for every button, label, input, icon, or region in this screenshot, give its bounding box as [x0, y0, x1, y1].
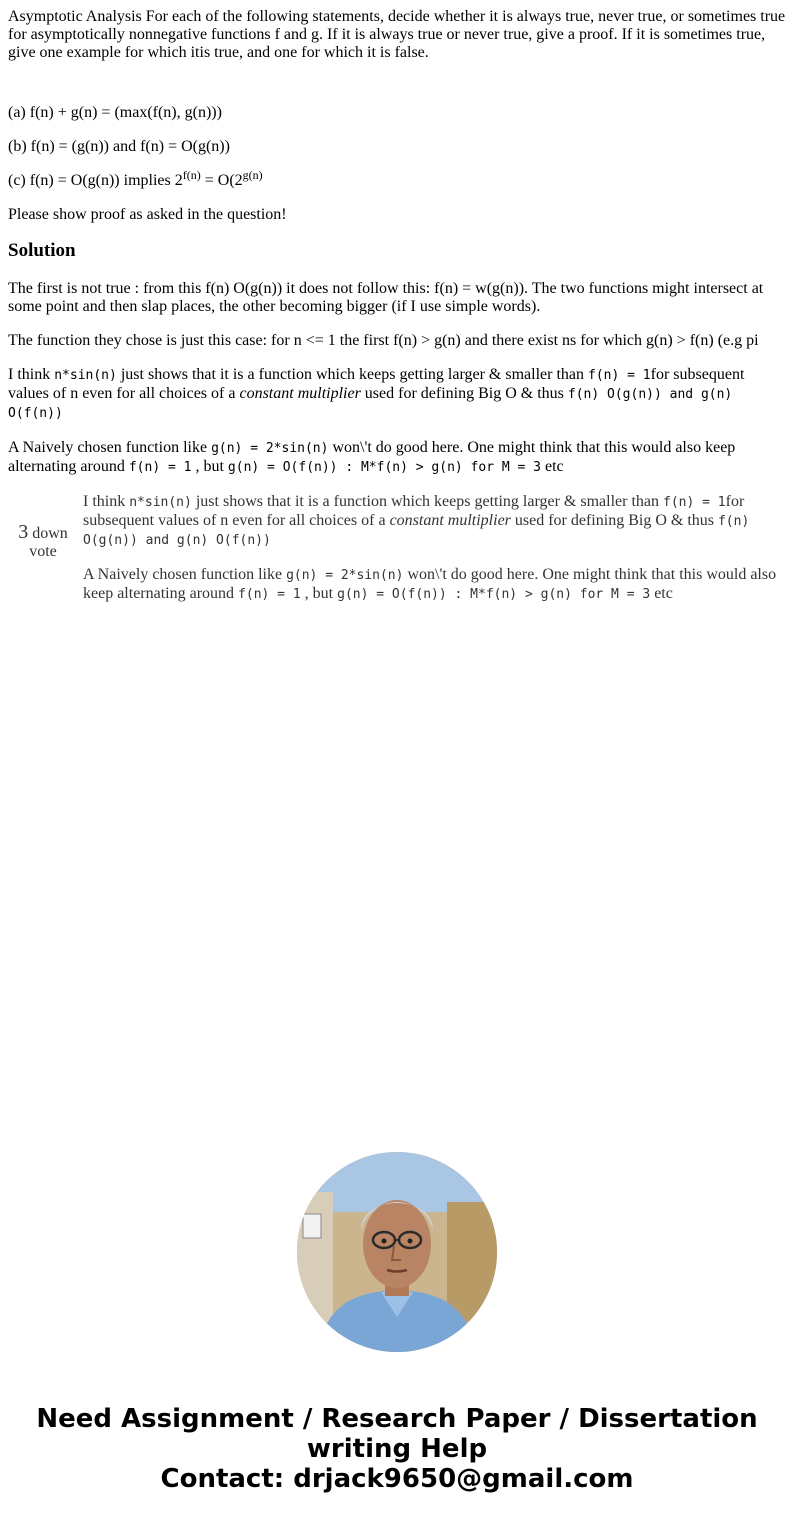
- naive-text-1: A Naively chosen function like: [8, 439, 212, 456]
- question-part-a: (a) f(n) + g(n) = (max(f(n), g(n))): [8, 104, 222, 121]
- solution-think-paragraph: [8, 366, 786, 423]
- answer-think-text-2: just shows that it is a function which keeps getting larger & smaller than: [191, 493, 664, 510]
- answer-think-text-3: for subsequent values of n even for all choices of a: [83, 493, 745, 529]
- page-content: [8, 8, 786, 613]
- answer-naive-text-2: won\'t do good here. One might think that this would also keep alternating around: [83, 566, 777, 602]
- think-emphasis: constant multiplier: [239, 385, 361, 402]
- naive-text-4: etc: [541, 458, 564, 475]
- answer-think-text-4: used for defining Big O & thus: [510, 512, 718, 529]
- promo-contact[interactable]: Contact: drjack9650@gmail.com: [160, 1464, 634, 1494]
- tutor-avatar: [297, 1152, 497, 1352]
- answer-naive-text-1: A Naively chosen function like: [83, 566, 287, 583]
- part-c-mid: = O(2: [200, 172, 243, 189]
- think-code-1: n*sin(n): [54, 368, 117, 383]
- naive-code-1: g(n) = 2*sin(n): [211, 441, 329, 456]
- answer-think-emphasis: constant multiplier: [389, 512, 511, 529]
- promo-line-1: Need Assignment / Research Paper / Dissertation writing Help: [36, 1404, 758, 1464]
- naive-code-2: f(n) = 1: [128, 460, 192, 475]
- vote-count: 3: [18, 521, 29, 543]
- think-code-2: f(n) = 1: [588, 368, 651, 383]
- quoted-answer: [8, 493, 786, 613]
- vote-box: [8, 523, 78, 561]
- answer-think-paragraph: [83, 493, 786, 550]
- question-part-c: [8, 168, 786, 190]
- naive-code-3: g(n) = O(f(n)) : M*f(n) > g(n) for M = 3: [227, 460, 541, 475]
- solution-naive-paragraph: [8, 439, 786, 477]
- promo-banner: [0, 1404, 794, 1494]
- vote-label[interactable]: down vote: [29, 525, 68, 560]
- think-code-3: f(n) O(g(n)) and g(n) O(f(n)): [8, 387, 733, 421]
- think-text-1: I think: [8, 366, 55, 383]
- solution-heading: Solution: [8, 240, 76, 261]
- answer-body: [83, 493, 786, 620]
- answer-think-code-1: n*sin(n): [129, 495, 192, 510]
- question-request: Please show proof as asked in the question!: [8, 206, 287, 223]
- answer-naive-text-4: etc: [650, 585, 673, 602]
- answer-naive-text-3: , but: [300, 585, 338, 602]
- solution-paragraph-1: The first is not true : from this f(n) O(g(n)) it does not follow this: f(n) = w(g(n)). The two functions might intersect at some point and then slap places, the other becoming bigger (if I use simple words).: [8, 280, 764, 315]
- answer-naive-code-3: g(n) = O(f(n)) : M*f(n) > g(n) for M = 3: [337, 587, 651, 602]
- avatar-portrait: [297, 1152, 497, 1352]
- naive-text-2: won\'t do good here. One might think that this would also keep alternating around: [8, 439, 736, 475]
- solution-paragraph-2: The function they chose is just this case: for n <= 1 the first f(n) > g(n) and there exist ns for which g(n) > f(n) (e.g pi: [8, 332, 759, 349]
- think-text-4: used for defining Big O & thus: [360, 385, 568, 402]
- answer-naive-paragraph: [83, 566, 786, 604]
- naive-text-3: , but: [191, 458, 228, 475]
- part-c-sup1: f(n): [182, 168, 201, 182]
- answer-think-text-1: I think: [83, 493, 130, 510]
- answer-naive-code-1: g(n) = 2*sin(n): [286, 568, 404, 583]
- answer-think-code-2: f(n) = 1: [663, 495, 726, 510]
- think-text-3: for subsequent values of n even for all choices of a: [8, 366, 745, 402]
- question-intro: Asymptotic Analysis For each of the following statements, decide whether it is always true, never true, or sometimes true for asymptotically nonnegative functions f and g. If it is always true or never true, give a proof. If it is sometimes true, give one example for which itis true, and one for which it is false.: [8, 8, 786, 61]
- part-c-prefix: (c) f(n) = O(g(n)) implies 2: [8, 172, 183, 189]
- question-part-b: (b) f(n) = (g(n)) and f(n) = O(g(n)): [8, 138, 230, 155]
- think-text-2: just shows that it is a function which keeps getting larger & smaller than: [116, 366, 589, 383]
- answer-naive-code-2: f(n) = 1: [238, 587, 301, 602]
- part-c-sup2: g(n): [242, 168, 263, 182]
- answer-think-code-3: f(n) O(g(n)) and g(n) O(f(n)): [83, 514, 750, 548]
